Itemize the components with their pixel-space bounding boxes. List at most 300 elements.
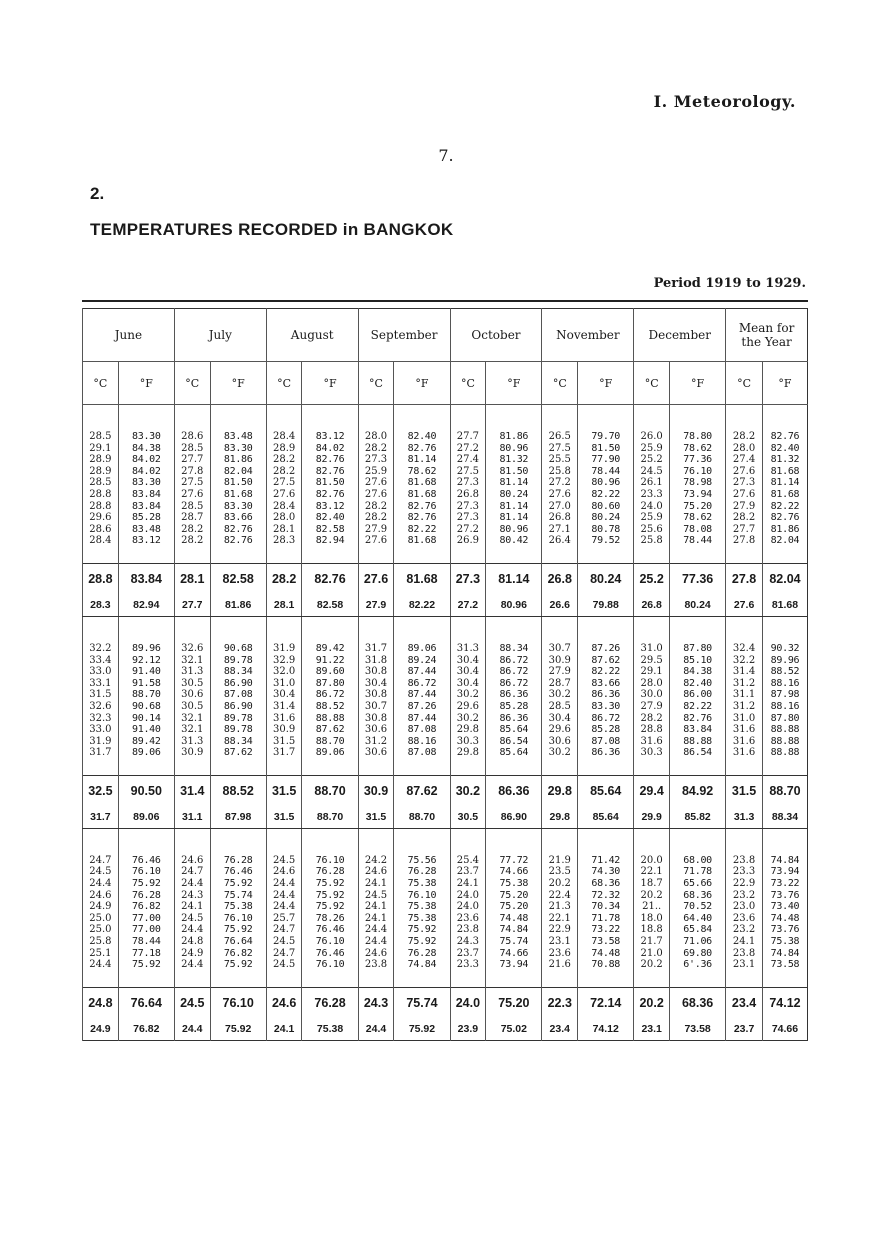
value: 88.16 — [770, 700, 800, 712]
value: 84.02 — [315, 442, 345, 454]
value: 31.0 — [732, 712, 756, 724]
value: 88.88 — [770, 747, 800, 759]
value: 89.42 — [132, 735, 161, 747]
value: 24.4 — [181, 878, 204, 890]
value: 24.7 — [181, 866, 204, 878]
summary-cell: 88.34 — [762, 806, 807, 829]
value: 24.6 — [364, 866, 388, 878]
value: 31.2 — [364, 735, 388, 747]
value: 86.36 — [499, 712, 529, 724]
value: 24.5 — [640, 465, 663, 477]
value: 23.6 — [732, 912, 756, 924]
summary-cell: 84.92 — [670, 775, 726, 806]
spacer-cell — [670, 547, 726, 564]
value: 28.0 — [364, 431, 388, 442]
value: 81.14 — [499, 477, 529, 489]
spacer-cell — [83, 971, 119, 988]
value: 28.2 — [364, 500, 388, 512]
value: 72.32 — [591, 889, 621, 901]
value: 88.88 — [770, 735, 800, 747]
value: 21.0 — [640, 947, 663, 959]
value: 81.14 — [407, 454, 437, 466]
value: 29.1 — [89, 442, 112, 454]
value: 82.04 — [770, 535, 800, 547]
value: 76.10 — [315, 959, 345, 971]
spacer-cell — [358, 616, 394, 643]
value: 68.00 — [683, 854, 712, 866]
summary-cell: 76.82 — [118, 1018, 174, 1041]
summary-cell: 27.8 — [726, 563, 763, 594]
value: 86.72 — [499, 654, 529, 666]
value: 76.28 — [223, 854, 253, 866]
value: 32.2 — [732, 654, 756, 666]
value: 90.68 — [223, 642, 253, 654]
yearly-values-row — [83, 643, 808, 759]
temperature-table — [82, 308, 808, 1041]
yearly-values-row — [83, 431, 808, 547]
value: 23.8 — [732, 854, 756, 866]
value: 24.7 — [272, 947, 296, 959]
summary-row-b — [83, 806, 808, 829]
summary-cell: 80.24 — [670, 594, 726, 617]
value: 84.02 — [132, 465, 161, 477]
spacer-cell — [578, 405, 634, 432]
spacer-cell — [118, 405, 174, 432]
value: 27.5 — [272, 477, 296, 489]
value: 81.50 — [223, 477, 253, 489]
value: 73.22 — [591, 924, 621, 936]
unit-header: °F — [210, 362, 266, 405]
value: 29.6 — [89, 512, 112, 524]
value: 86.54 — [683, 747, 712, 759]
value: 24.1 — [181, 901, 204, 913]
value: 77.36 — [683, 454, 712, 466]
value: 27.3 — [364, 454, 388, 466]
summary-cell: 26.6 — [542, 594, 578, 617]
value: 85.28 — [499, 700, 529, 712]
value: 75.38 — [223, 901, 253, 913]
value: 28.2 — [272, 454, 296, 466]
spacer-cell — [762, 547, 807, 564]
value: 28.5 — [89, 431, 112, 442]
summary-cell: 82.58 — [210, 563, 266, 594]
value: 25.9 — [640, 442, 663, 454]
value: 28.7 — [181, 512, 204, 524]
summary-cell: 28.2 — [266, 563, 302, 594]
yearly-values-cell — [358, 431, 394, 547]
value: 23.8 — [456, 924, 480, 936]
page-number: 7. — [438, 146, 454, 165]
value: 26.9 — [456, 535, 480, 547]
value: 28.8 — [89, 500, 112, 512]
value: 75.92 — [132, 878, 161, 890]
yearly-values-cell — [542, 431, 578, 547]
value: 30.6 — [364, 747, 388, 759]
value: 91.58 — [132, 677, 161, 689]
spacer-cell — [118, 971, 174, 988]
spacer-cell — [358, 759, 394, 776]
value: 31.7 — [364, 642, 388, 654]
yearly-values-cell — [266, 855, 302, 971]
value: 30.3 — [640, 747, 663, 759]
value: 87.62 — [591, 654, 621, 666]
value: 28.5 — [89, 477, 112, 489]
value: 25.8 — [89, 936, 112, 948]
value: 29.6 — [548, 724, 571, 736]
value: 75.74 — [499, 936, 529, 948]
summary-cell: 82.76 — [302, 563, 358, 594]
summary-cell: 86.90 — [486, 806, 542, 829]
value: 31.9 — [89, 735, 112, 747]
value: 25.2 — [640, 454, 663, 466]
value: 24.6 — [364, 947, 388, 959]
summary-cell: 74.66 — [762, 1018, 807, 1041]
value: 76.10 — [315, 936, 345, 948]
spacer-cell — [634, 971, 670, 988]
summary-cell: 86.36 — [486, 775, 542, 806]
yearly-values-cell — [634, 855, 670, 971]
value: 29.6 — [456, 700, 480, 712]
unit-header: °F — [578, 362, 634, 405]
value: 27.7 — [732, 523, 756, 535]
value: 6'.36 — [683, 959, 712, 971]
yearly-values-cell — [302, 431, 358, 547]
value: 77.90 — [591, 454, 621, 466]
value: 24.4 — [272, 901, 296, 913]
value: 24.1 — [456, 878, 480, 890]
value: 25.6 — [640, 523, 663, 535]
value: 27.6 — [732, 488, 756, 500]
summary-cell: 75.92 — [394, 1018, 450, 1041]
value: 31.6 — [732, 724, 756, 736]
value: 23.3 — [640, 488, 663, 500]
summary-cell: 89.06 — [118, 806, 174, 829]
month-header: December — [634, 309, 726, 362]
value: 73.76 — [770, 924, 800, 936]
value: 77.18 — [132, 947, 161, 959]
summary-cell: 26.8 — [542, 563, 578, 594]
unit-header: °C — [83, 362, 119, 405]
spacer-cell — [83, 759, 119, 776]
value: 74.84 — [770, 854, 800, 866]
spacer-cell — [450, 971, 486, 988]
spacer-cell — [210, 971, 266, 988]
yearly-values-cell — [450, 431, 486, 547]
spacer-cell — [394, 616, 450, 643]
value: 89.78 — [223, 712, 253, 724]
spacer-cell — [634, 405, 670, 432]
value: 89.42 — [315, 642, 345, 654]
value: 76.64 — [223, 936, 253, 948]
summary-cell: 29.8 — [542, 775, 578, 806]
value: 75.38 — [407, 901, 437, 913]
value: 27.6 — [272, 488, 296, 500]
table-number: 2. — [90, 184, 105, 203]
spacer-cell — [486, 616, 542, 643]
yearly-values-cell — [670, 431, 726, 547]
value: 27.3 — [456, 477, 480, 489]
spacer-cell — [302, 616, 358, 643]
month-header: June — [83, 309, 175, 362]
yearly-values-cell — [450, 643, 486, 759]
value: 82.22 — [770, 500, 800, 512]
spacer-cell — [174, 828, 210, 855]
summary-cell: 28.3 — [83, 594, 119, 617]
spacer-cell — [174, 616, 210, 643]
value: 81.50 — [499, 465, 529, 477]
value: 30.5 — [181, 700, 204, 712]
spacer-cell — [83, 616, 119, 643]
spacer-cell — [762, 616, 807, 643]
value: 27.3 — [732, 477, 756, 489]
value: 30.6 — [181, 689, 204, 701]
value: 87.62 — [223, 747, 253, 759]
summary-cell: 31.1 — [174, 806, 210, 829]
summary-cell: 90.50 — [118, 775, 174, 806]
value: 32.4 — [732, 642, 756, 654]
spacer-cell — [302, 547, 358, 564]
value: 33.4 — [89, 654, 112, 666]
value: 31.0 — [640, 642, 663, 654]
value: 30.7 — [548, 642, 571, 654]
value: 30.4 — [364, 677, 388, 689]
value: 31.6 — [732, 747, 756, 759]
spacer-cell — [634, 547, 670, 564]
summary-cell: 82.22 — [394, 594, 450, 617]
value: 25.8 — [640, 535, 663, 547]
value: 89.06 — [407, 642, 437, 654]
value: 87.80 — [683, 642, 712, 654]
spacer-cell — [542, 547, 578, 564]
value: 75.20 — [683, 500, 712, 512]
value: 74.66 — [499, 947, 529, 959]
value: 28.5 — [548, 700, 571, 712]
value: 24.6 — [89, 889, 112, 901]
summary-cell: 74.12 — [578, 1018, 634, 1041]
value: 85.64 — [499, 724, 529, 736]
unit-header: °F — [118, 362, 174, 405]
value: 24.0 — [640, 500, 663, 512]
value: 30.8 — [364, 689, 388, 701]
spacer-cell — [542, 828, 578, 855]
value: 26.8 — [456, 488, 480, 500]
value: 28.7 — [548, 677, 571, 689]
value: 89.78 — [223, 654, 253, 666]
value: 22.9 — [732, 878, 756, 890]
value: 32.1 — [181, 654, 204, 666]
yearly-values-row — [83, 855, 808, 971]
spacer-cell — [726, 759, 763, 776]
summary-cell: 87.62 — [394, 775, 450, 806]
spacer-cell — [762, 759, 807, 776]
yearly-values-cell — [726, 855, 763, 971]
summary-row-a — [83, 563, 808, 594]
yearly-values-cell — [542, 643, 578, 759]
value: 87.80 — [315, 677, 345, 689]
value: 87.44 — [407, 712, 437, 724]
spacer-cell — [118, 547, 174, 564]
spacer-cell — [302, 828, 358, 855]
value: 76.46 — [223, 866, 253, 878]
value: 75.56 — [407, 854, 437, 866]
value: 25.1 — [89, 947, 112, 959]
value: 22.4 — [548, 889, 571, 901]
value: 84.38 — [132, 442, 161, 454]
value: 32.2 — [89, 642, 112, 654]
value: 28.5 — [181, 500, 204, 512]
value: 25.0 — [89, 924, 112, 936]
value: 81.68 — [407, 488, 437, 500]
value: 32.0 — [272, 666, 296, 678]
table-body — [83, 405, 808, 1041]
spacer-cell — [394, 828, 450, 855]
value: 24.1 — [364, 878, 388, 890]
value: 76.10 — [223, 912, 253, 924]
value: 74.84 — [407, 959, 437, 971]
value: 76.82 — [132, 901, 161, 913]
value: 31.6 — [272, 712, 296, 724]
value: 27.6 — [181, 488, 204, 500]
value: 86.90 — [223, 677, 253, 689]
value: 88.88 — [683, 735, 712, 747]
value: 23.7 — [456, 947, 480, 959]
value: 23.0 — [732, 901, 756, 913]
value: 24.1 — [732, 936, 756, 948]
spacer-cell — [450, 616, 486, 643]
value: 74.30 — [591, 866, 621, 878]
value: 78.98 — [683, 477, 712, 489]
summary-cell: 20.2 — [634, 987, 670, 1018]
value: 28.2 — [364, 442, 388, 454]
value: 81.14 — [499, 512, 529, 524]
value: 83.30 — [132, 477, 161, 489]
summary-row-b — [83, 594, 808, 617]
value: 76.46 — [132, 854, 161, 866]
unit-header: °C — [450, 362, 486, 405]
value: 83.30 — [223, 442, 253, 454]
summary-cell: 88.70 — [302, 806, 358, 829]
summary-cell: 24.3 — [358, 987, 394, 1018]
month-header: July — [174, 309, 266, 362]
value: 73.58 — [770, 959, 800, 971]
value: 81.14 — [770, 477, 800, 489]
value: 27.9 — [548, 666, 571, 678]
value: 86.36 — [591, 747, 621, 759]
value: 24.5 — [272, 854, 296, 866]
value: 83.84 — [132, 488, 161, 500]
yearly-values-cell — [670, 643, 726, 759]
value: 86.54 — [499, 735, 529, 747]
value: 30.2 — [456, 689, 480, 701]
value: 27.1 — [548, 523, 571, 535]
value: 27.8 — [732, 535, 756, 547]
value: 27.9 — [640, 700, 663, 712]
value: 78.80 — [683, 431, 712, 442]
spacer-cell — [486, 547, 542, 564]
value: 73.58 — [591, 936, 621, 948]
spacer-cell — [542, 971, 578, 988]
spacer-cell — [83, 547, 119, 564]
value: 90.32 — [770, 642, 800, 654]
summary-cell: 29.8 — [542, 806, 578, 829]
summary-cell: 87.98 — [210, 806, 266, 829]
unit-header: °F — [302, 362, 358, 405]
value: 80.96 — [499, 523, 529, 535]
value: 81.68 — [223, 488, 253, 500]
value: 25.5 — [548, 454, 571, 466]
value: 30.6 — [548, 735, 571, 747]
value: 27.6 — [364, 535, 388, 547]
value: 74.84 — [770, 947, 800, 959]
summary-cell: 24.1 — [266, 1018, 302, 1041]
spacer-cell — [450, 828, 486, 855]
value: 83.30 — [591, 700, 621, 712]
spacer-cell — [210, 405, 266, 432]
value: 27.5 — [181, 477, 204, 489]
value: 27.3 — [456, 500, 480, 512]
unit-header: °C — [726, 362, 763, 405]
value: 78.44 — [683, 535, 712, 547]
value: 33.1 — [89, 677, 112, 689]
spacer-cell — [118, 828, 174, 855]
value: 83.84 — [683, 724, 712, 736]
value: 30.4 — [272, 689, 296, 701]
value: 75.20 — [499, 889, 529, 901]
yearly-values-cell — [358, 643, 394, 759]
value: 79.52 — [591, 535, 621, 547]
spacer-cell — [266, 616, 302, 643]
spacer-cell — [174, 759, 210, 776]
value: 75.92 — [223, 878, 253, 890]
spacer-cell — [726, 405, 763, 432]
summary-cell: 24.5 — [174, 987, 210, 1018]
value: 82.22 — [407, 523, 437, 535]
value: 81.68 — [407, 477, 437, 489]
yearly-values-cell — [634, 643, 670, 759]
value: 70.34 — [591, 901, 621, 913]
summary-cell: 28.1 — [266, 594, 302, 617]
yearly-values-cell — [762, 431, 807, 547]
spacer-cell — [670, 405, 726, 432]
spacer-cell — [210, 828, 266, 855]
value: 22.9 — [548, 924, 571, 936]
summary-cell: 26.8 — [634, 594, 670, 617]
value: 23.6 — [548, 947, 571, 959]
value: 86.00 — [683, 689, 712, 701]
value: 74.48 — [770, 912, 800, 924]
value: 31.4 — [732, 666, 756, 678]
value: 80.96 — [591, 477, 621, 489]
value: 24.4 — [364, 936, 388, 948]
value: 76.82 — [223, 947, 253, 959]
value: 30.2 — [548, 689, 571, 701]
summary-cell: 75.02 — [486, 1018, 542, 1041]
value: 27.6 — [548, 488, 571, 500]
value: 88.52 — [770, 666, 800, 678]
value: 81.86 — [223, 454, 253, 466]
value: 87.08 — [223, 689, 253, 701]
spacer-cell — [394, 405, 450, 432]
yearly-values-cell — [762, 643, 807, 759]
summary-cell: 74.12 — [762, 987, 807, 1018]
value: 26.4 — [548, 535, 571, 547]
unit-header: °C — [266, 362, 302, 405]
value: 30.3 — [456, 735, 480, 747]
summary-cell: 88.52 — [210, 775, 266, 806]
summary-cell: 80.24 — [578, 563, 634, 594]
spacer-cell — [578, 828, 634, 855]
value: 86.36 — [591, 689, 621, 701]
